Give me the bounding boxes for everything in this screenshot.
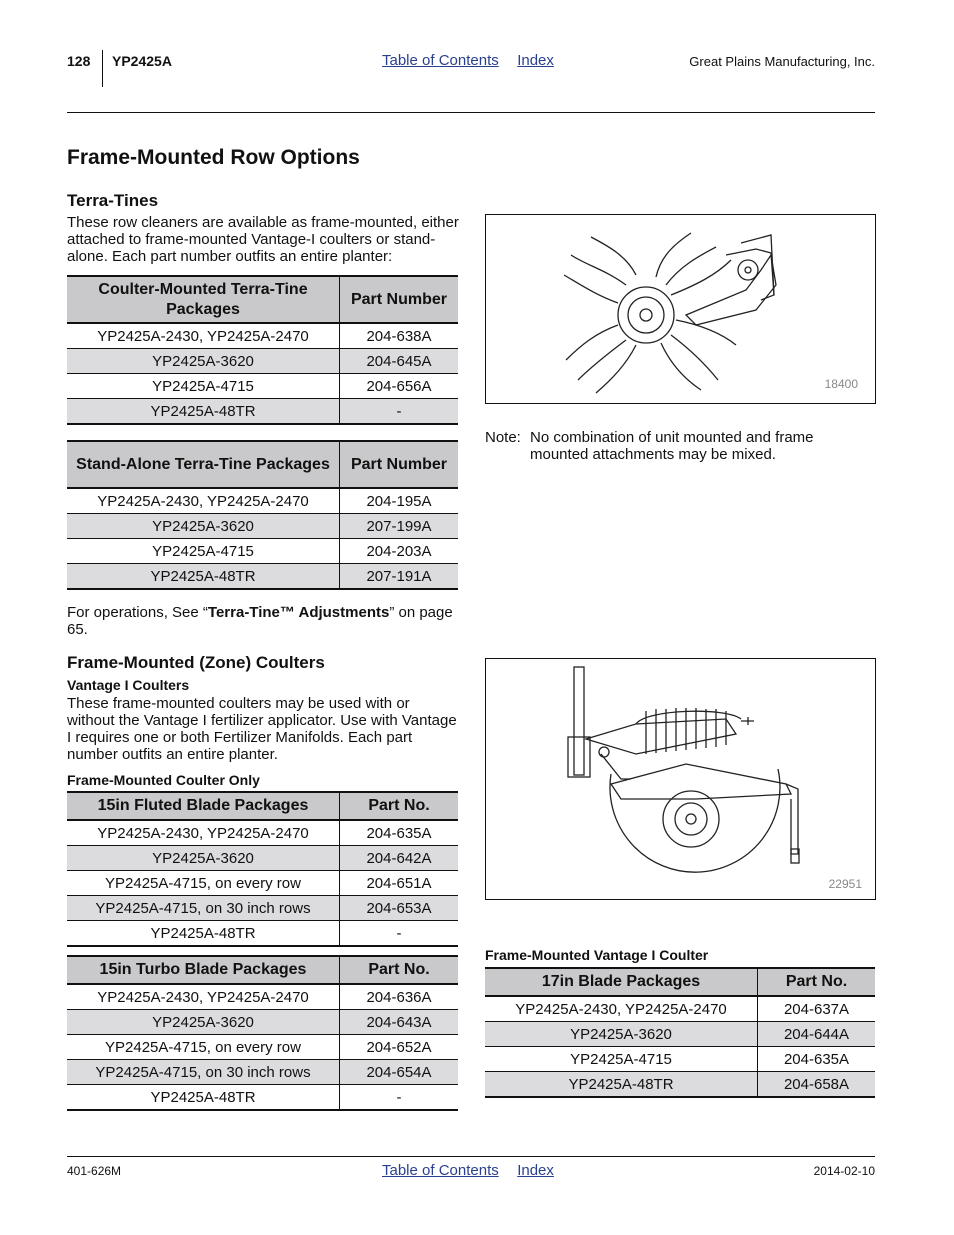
table-row: [485, 1072, 875, 1098]
table-cell: 204-653A: [340, 896, 459, 921]
stand-alone-terra-tine-table: [67, 440, 458, 590]
figure-number: 18400: [824, 377, 858, 391]
table-cell: 204-636A: [366, 988, 432, 1006]
table-cell: YP2425A-4715, on 30 inch rows: [67, 896, 340, 921]
table-row: [67, 984, 458, 1010]
table-cell: YP2425A-2430, YP2425A-2470: [67, 323, 340, 349]
table-row: [485, 1047, 875, 1072]
footer-rule: [67, 1156, 875, 1157]
table-cell: 204-658A: [758, 1072, 876, 1098]
table-row: [67, 846, 458, 871]
toc-link[interactable]: Table of Contents: [382, 1162, 499, 1179]
header-divider: [102, 50, 103, 87]
table-cell: 204-635A: [366, 824, 432, 842]
table-cell: 204-637A: [783, 1000, 850, 1018]
17in-blade-table: [485, 967, 875, 1098]
terra-tines-heading: Terra-Tines: [67, 191, 159, 210]
table-cell: 204-195A: [366, 492, 432, 510]
table-header: 17in Blade Packages: [485, 968, 758, 996]
table-cell: YP2425A-2430, YP2425A-2470: [67, 984, 340, 1010]
table-row: [67, 374, 458, 399]
terra-tine-figure: [485, 214, 876, 404]
table-cell: YP2425A-3620: [67, 514, 340, 539]
terra-tines-intro: These row cleaners are available as frame-mounted, either attached to frame-mounted Vantage-I coulters or stand-alone. Each part number outfits an entire planter:: [67, 214, 459, 265]
table-cell: YP2425A-48TR: [485, 1072, 758, 1098]
ops-text: ” on page 65.: [67, 604, 453, 638]
page-title: Frame-Mounted Row Options: [67, 146, 360, 169]
table-header: Stand-Alone Terra-Tine Packages: [67, 441, 340, 488]
table-cell: -: [340, 399, 459, 425]
toc-link[interactable]: Table of Contents: [382, 52, 499, 69]
table-cell: YP2425A-48TR: [67, 564, 340, 590]
doc-number: 401-626M: [67, 1164, 122, 1178]
table-row: [485, 996, 875, 1022]
table-header: Part No.: [758, 968, 876, 996]
table-cell: YP2425A-2430, YP2425A-2470: [67, 820, 340, 846]
table-cell: YP2425A-4715: [485, 1047, 758, 1072]
company-name: Great Plains Manufacturing, Inc.: [689, 54, 875, 69]
table-header: Part No.: [340, 956, 459, 984]
table-cell: YP2425A-4715: [67, 539, 340, 564]
table-cell: YP2425A-2430, YP2425A-2470: [67, 488, 340, 514]
fluted-blade-table: [67, 791, 458, 947]
table-cell: 207-199A: [340, 514, 459, 539]
table-row: [485, 1022, 875, 1047]
coulter-illustration: [486, 659, 875, 899]
terra-tine-illustration: [486, 215, 875, 403]
table-row: [67, 921, 458, 947]
table-row: [67, 1010, 458, 1035]
table-cell: 204-644A: [758, 1022, 876, 1047]
table-row: [67, 871, 458, 896]
table-cell: YP2425A-4715, on every row: [67, 1035, 340, 1060]
table-row: [67, 1060, 458, 1085]
table-header: Part No.: [340, 792, 459, 820]
coulter-only-heading: Frame-Mounted Coulter Only: [67, 772, 260, 788]
operations-reference: [67, 604, 459, 638]
table-cell: YP2425A-48TR: [67, 921, 340, 947]
vantage-subheading: Vantage I Coulters: [67, 677, 190, 693]
coulters-intro: These frame-mounted coulters may be used with or without the Vantage I fertilizer applicator. Use with Vantage I requires one or both Fertilizer Manifolds. Each part number outfits an entire planter.: [67, 695, 457, 763]
index-link[interactable]: Index: [517, 52, 554, 69]
vantage-coulter-heading: Frame-Mounted Vantage I Coulter: [485, 947, 709, 963]
table-header: Part Number: [340, 441, 459, 488]
table-cell: YP2425A-4715, on 30 inch rows: [67, 1060, 340, 1085]
table-cell: 204-638A: [366, 327, 432, 345]
table-row: [67, 1085, 458, 1111]
index-link[interactable]: Index: [517, 1162, 554, 1179]
figure-number: 22951: [828, 877, 862, 891]
footer-nav: [382, 1162, 568, 1180]
table-cell: YP2425A-48TR: [67, 399, 340, 425]
table-cell: 204-203A: [340, 539, 459, 564]
table-cell: YP2425A-48TR: [67, 1085, 340, 1111]
coulter-figure: [485, 658, 876, 900]
table-cell: -: [340, 1085, 459, 1111]
table-cell: 204-635A: [758, 1047, 876, 1072]
table-row: [67, 1035, 458, 1060]
table-header: Part Number: [340, 276, 459, 323]
table-cell: YP2425A-4715: [67, 374, 340, 399]
table-cell: -: [340, 921, 459, 947]
table-row: [67, 539, 458, 564]
table-cell: YP2425A-3620: [67, 349, 340, 374]
table-row: [67, 399, 458, 425]
table-cell: YP2425A-4715, on every row: [67, 871, 340, 896]
note-text: No combination of unit mounted and frame mounted attachments may be mixed.: [530, 429, 814, 463]
page-number: 128: [67, 53, 91, 69]
table-row: [67, 564, 458, 590]
table-cell: 204-643A: [340, 1010, 459, 1035]
table-row: [67, 349, 458, 374]
table-row: [67, 896, 458, 921]
coulters-heading: Frame-Mounted (Zone) Coulters: [67, 653, 325, 672]
table-row: [67, 514, 458, 539]
table-header: 15in Fluted Blade Packages: [67, 792, 340, 820]
table-cell: 204-654A: [340, 1060, 459, 1085]
table-cell: YP2425A-3620: [67, 1010, 340, 1035]
table-cell: YP2425A-3620: [67, 846, 340, 871]
note-label: Note:: [485, 429, 521, 446]
table-row: [67, 488, 458, 514]
table-cell: 204-652A: [340, 1035, 459, 1060]
table-row: [67, 323, 458, 349]
table-cell: 207-191A: [340, 564, 459, 590]
header-nav: [382, 52, 568, 70]
turbo-blade-table: [67, 955, 458, 1111]
ops-text: For operations, See “: [67, 604, 208, 621]
table-cell: 204-656A: [340, 374, 459, 399]
table-cell: YP2425A-2430, YP2425A-2470: [485, 996, 758, 1022]
table-header: Coulter-Mounted Terra-Tine Packages: [67, 276, 340, 323]
table-cell: 204-642A: [340, 846, 459, 871]
table-cell: YP2425A-3620: [485, 1022, 758, 1047]
coulter-mounted-terra-tine-table: [67, 275, 458, 425]
header-rule: [67, 112, 875, 113]
table-cell: 204-645A: [340, 349, 459, 374]
table-header: 15in Turbo Blade Packages: [67, 956, 340, 984]
table-cell: 204-651A: [340, 871, 459, 896]
model-name: YP2425A: [112, 53, 172, 69]
ops-link-text: Terra-Tine™ Adjustments: [207, 604, 390, 621]
doc-date: 2014-02-10: [813, 1164, 875, 1178]
table-row: [67, 820, 458, 846]
